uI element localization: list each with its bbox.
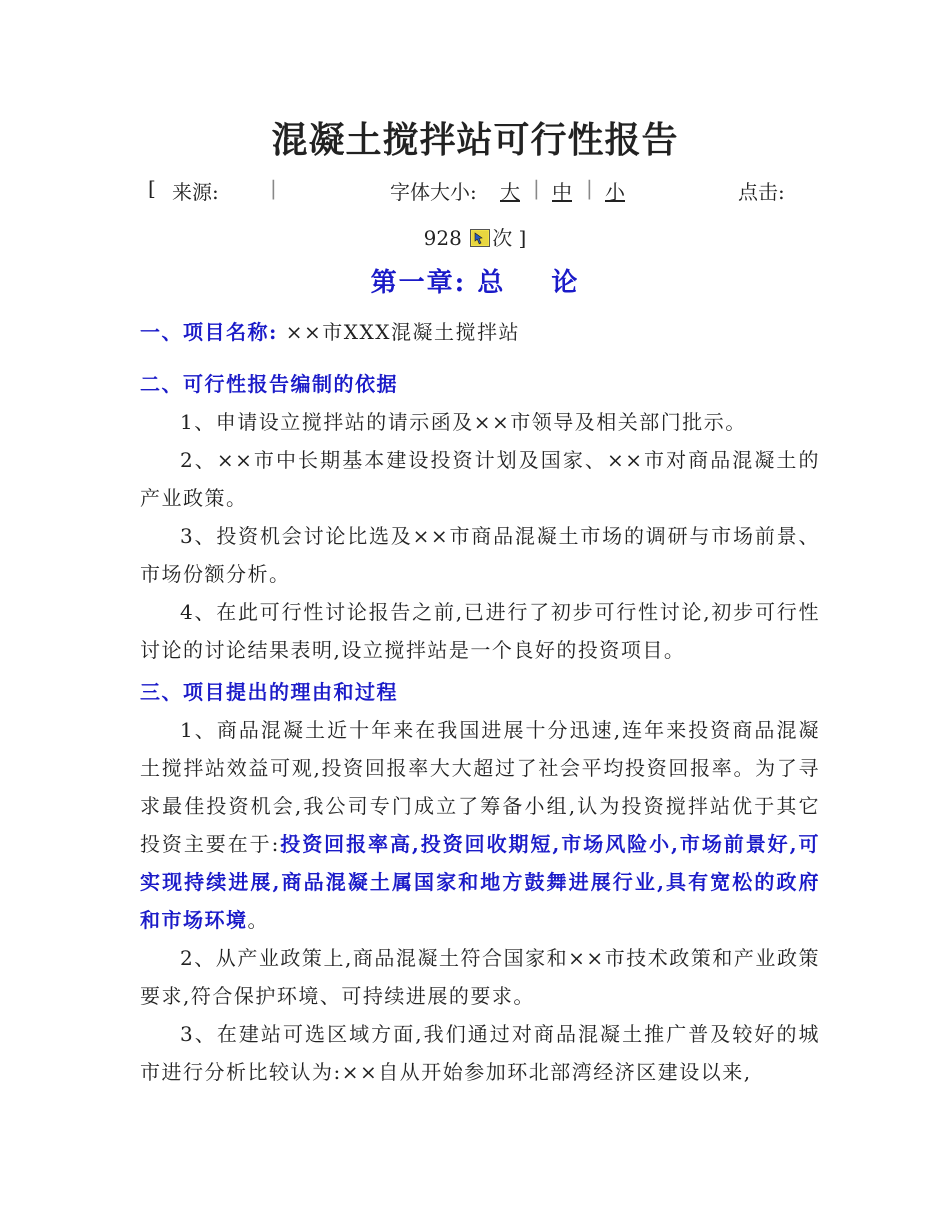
font-size-label: 字体大小: [390,180,477,204]
section-heading: 一、项目名称: [140,320,278,344]
font-size-divider: | [586,176,593,200]
source-label: 来源: [172,180,219,204]
chapter-word-2: 论 [551,268,580,298]
list-item: 4、在此可行性讨论报告之前,已进行了初步可行性讨论,初步可行性讨论的讨论结果表明,设立搅拌站是一个良好的投资项目。 [140,600,820,662]
list-item: 3、投资机会讨论比选及××市商品混凝土市场的调研与市场前景、市场份额分析。 [140,524,820,586]
chapter-word-1: 总 [477,268,506,298]
meta-divider: | [270,176,277,200]
meta-close-bracket: ] [518,226,527,250]
section-heading: 三、项目提出的理由和过程 [140,680,398,704]
font-size-divider: | [533,176,540,200]
list-item: 1、申请设立搅拌站的请示函及××市领导及相关部门批示。 [180,410,747,434]
paragraph-text: 1、商品混凝土近十年来在我国进展十分迅速,连年来投资商品混凝土搅拌站效益可观,投资回报率大大超过了社会平均投资回报率。为了寻求最佳投资机会,我公司专门成立了筹备小组,认为投资搅拌站优于其它投资主要在于: [140,718,820,856]
list-item: 3、在建站可选区域方面,我们通过对商品混凝土推广普及较好的城市进行分析比较认为:××自从开始参加环北部湾经济区建设以来, [140,1022,820,1084]
paragraph-end: 。 [247,908,269,932]
click-count: 928 [423,226,462,250]
clicks-unit: 次 [492,226,513,250]
list-item: 2、××市中长期基本建设投资计划及国家、××市对商品混凝土的产业政策。 [140,448,820,510]
clicks-label: 点击: [738,180,785,204]
chapter-heading [0,262,950,299]
project-name-value: ××市XXX混凝土搅拌站 [285,320,520,344]
list-item: 2、从产业政策上,商品混凝土符合国家和××市技术政策和产业政策要求,符合保护环境、可持续进展的要求。 [140,946,820,1008]
document-title: 混凝土搅拌站可行性报告 [271,119,679,161]
section-project-name [140,313,820,351]
click-count-line [0,222,950,251]
emphasized-text: 投资回报率高,投资回收期短,市场风险小,市场前景好,可实现持续进展,商品混凝土属国家和地方鼓舞进展行业,具有宽松的政府和市场环境 [140,832,820,932]
font-size-large-link[interactable]: 大 [500,180,520,204]
document-body [140,313,820,1091]
visit-arrow-icon [470,228,490,246]
chapter-prefix: 第一章: [370,268,467,298]
section-heading: 二、可行性报告编制的依据 [140,372,398,396]
meta-open-bracket: [ [148,176,156,200]
list-item [140,711,820,939]
font-size-medium-link[interactable]: 中 [552,180,572,204]
article-meta-bar [148,176,808,206]
font-size-small-link[interactable]: 小 [605,180,625,204]
